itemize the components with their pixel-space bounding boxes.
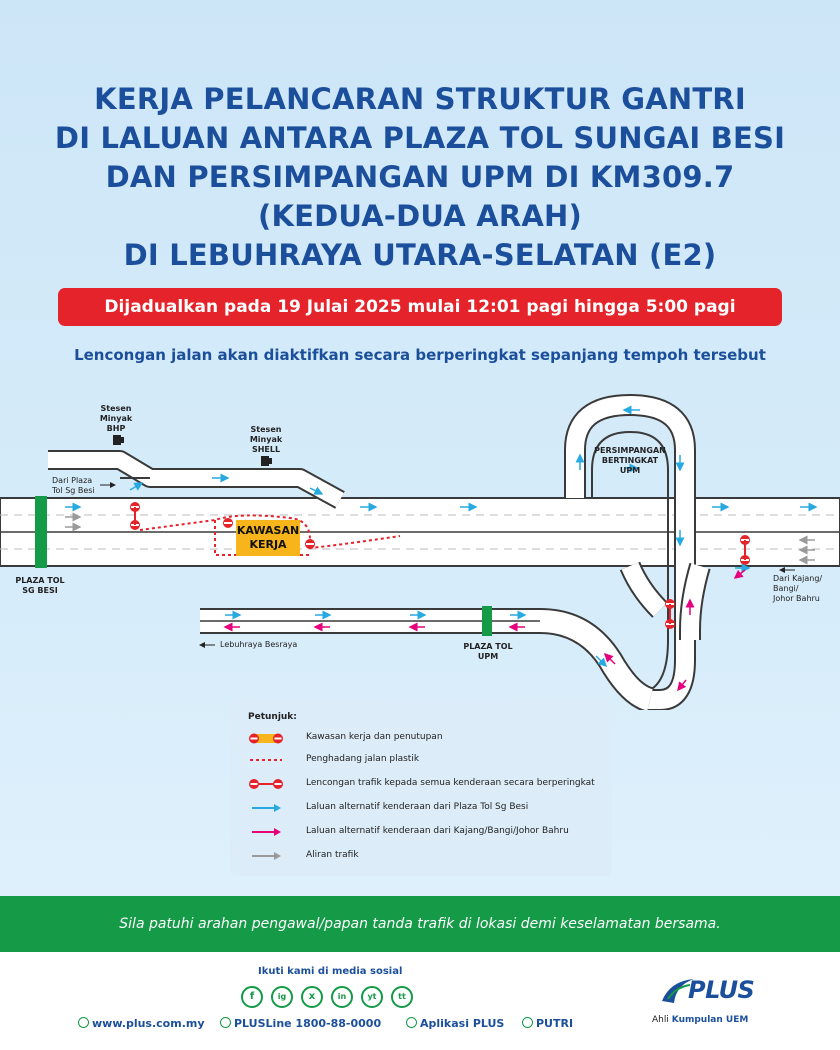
road-map <box>0 390 840 710</box>
globe-icon <box>78 1017 89 1028</box>
tiktok-icon[interactable]: tt <box>391 986 413 1008</box>
legend <box>230 700 612 876</box>
legend-label: Laluan alternatif kenderaan dari Plaza Tol Sg Besi <box>306 802 529 812</box>
website-link[interactable] <box>78 1017 205 1030</box>
app-text: Aplikasi PLUS <box>420 1017 505 1030</box>
chat-icon <box>522 1017 533 1028</box>
legend-item-barrier <box>248 752 608 768</box>
phone-icon <box>220 1017 231 1028</box>
page-title <box>20 80 820 275</box>
no-entry-icon <box>305 539 315 549</box>
legend-item-traffic-flow <box>248 848 608 864</box>
from-plaza-label: Dari Plaza Tol Sg Besi <box>52 476 95 495</box>
grey-arrow-icon <box>248 848 292 864</box>
app-icon <box>406 1017 417 1028</box>
legend-title: Petunjuk: <box>248 712 297 722</box>
station-bhp-label: Stesen Minyak BHP <box>99 404 133 433</box>
member-prefix: Ahli <box>652 1015 669 1025</box>
facebook-icon[interactable]: f <box>241 986 263 1008</box>
legend-label: Penghadang jalan plastik <box>306 754 420 764</box>
legend-item-work-zone <box>248 730 608 746</box>
work-zone-symbol-icon <box>248 730 292 746</box>
schedule-banner: Dijadualkan pada 19 Julai 2025 mulai 12:01 pagi hingga 5:00 pagi <box>58 288 782 326</box>
diversion-symbol-icon <box>248 776 292 792</box>
legend-item-diversion <box>248 776 608 792</box>
linkedin-icon[interactable]: in <box>331 986 353 1008</box>
plaza-sg-besi-bar <box>35 496 47 568</box>
legend-item-magenta-route <box>248 824 608 840</box>
cyan-arrow-icon <box>248 800 292 816</box>
website-text: www.plus.com.my <box>92 1017 205 1030</box>
title-line-3: DAN PERSIMPANGAN UPM DI KM309.7 <box>105 160 735 194</box>
app-link[interactable] <box>406 1017 504 1030</box>
putri-text: PUTRI <box>536 1017 574 1030</box>
magenta-arrow-icon <box>248 824 292 840</box>
member-group: Kumpulan UEM <box>671 1015 749 1025</box>
legend-label: Laluan alternatif kenderaan dari Kajang/Bangi/Johor Bahru <box>306 826 569 836</box>
work-zone-box: KAWASAN KERJA <box>236 520 300 556</box>
fuel-pump-icon <box>261 456 272 466</box>
subtitle: Lencongan jalan akan diaktifkan secara berperingkat sepanjang tempoh tersebut <box>74 346 766 364</box>
no-entry-icon <box>223 518 233 528</box>
interchange-label: PERSIMPANGAN BERTINGKAT UPM <box>594 446 666 475</box>
title-line-4: (KEDUA-DUA ARAH) <box>258 199 582 233</box>
plaza-upm-bar <box>482 606 492 636</box>
x-icon[interactable]: x <box>301 986 323 1008</box>
plusline-link[interactable] <box>220 1017 381 1030</box>
social-label: Ikuti kami di media sosial <box>258 966 403 977</box>
safety-notice: Sila patuhi arahan pengawal/papan tanda trafik di lokasi demi keselamatan bersama. <box>0 896 840 952</box>
instagram-icon[interactable]: ig <box>271 986 293 1008</box>
plaza-sg-besi-label: PLAZA TOL SG BESI <box>15 576 65 595</box>
putri-link[interactable] <box>522 1017 573 1030</box>
legend-label: Aliran trafik <box>306 850 359 860</box>
main-highway <box>0 498 840 566</box>
legend-label: Kawasan kerja dan penutupan <box>306 732 443 742</box>
title-line-5: DI LEBUHRAYA UTARA-SELATAN (E2) <box>123 238 717 272</box>
station-shell-label: Stesen Minyak SHELL <box>249 425 283 454</box>
barrier-symbol-icon <box>248 752 292 768</box>
plaza-upm-label: PLAZA TOL UPM <box>463 642 513 661</box>
legend-label: Lencongan trafik kepada semua kenderaan secara berperingkat <box>306 778 595 788</box>
besraya-label: Lebuhraya Besraya <box>220 640 298 649</box>
plus-logo: PLUS <box>688 976 755 1004</box>
fuel-pump-icon <box>113 435 124 445</box>
besraya-road <box>200 621 650 700</box>
title-line-1: KERJA PELANCARAN STRUKTUR GANTRI <box>94 82 746 116</box>
plusline-text: PLUSLine 1800-88-0000 <box>234 1017 382 1030</box>
legend-item-cyan-route <box>248 800 608 816</box>
title-line-2: DI LALUAN ANTARA PLAZA TOL SUNGAI BESI <box>54 121 786 155</box>
from-kajang-label: Dari Kajang/ Bangi/ Johor Bahru <box>773 574 823 603</box>
member-text <box>652 1015 748 1025</box>
youtube-icon[interactable]: yt <box>361 986 383 1008</box>
